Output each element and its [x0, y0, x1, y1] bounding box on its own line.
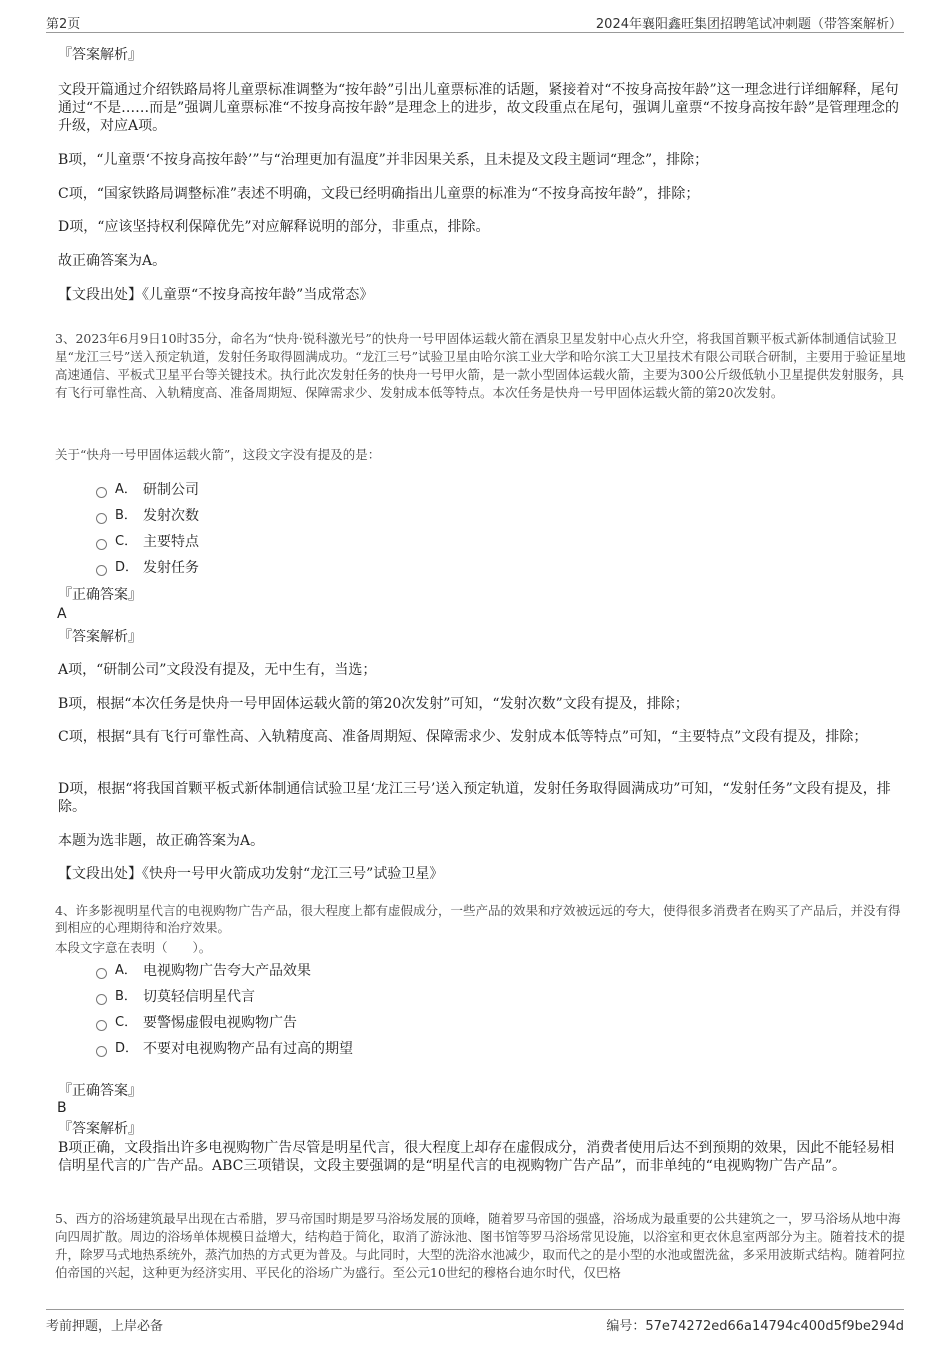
footer-slogan: 考前押题，上岸必备 — [46, 1319, 164, 1334]
q3-passage: 3、2023年6月9日10时35分，命名为“快舟·锐科激光号”的快舟一号甲固体运载火箭在酒泉卫星发射中心点火升空，将我国首颗平板式新体制通信试验卫星“龙江三号”送入预定轨道，发射任务取得圆满成功。“龙江三号”试验卫星由哈尔滨工业大学和哈尔滨工大卫星技术有限公司联合研制，主要用于验证星地高速通信、平板式卫星平台等关键技术。执行此次发射任务的快舟一号甲火箭，是一款小型固体运载火箭，主要为300公斤级低轨小卫星提供发射服务，具有飞行可靠性高、入轨精度高、准备周期短、保障需求少、发射成本低等特点。本次任务是快舟一号甲固体运载火箭的第20次发射。 — [55, 331, 906, 400]
q3-analysis-a: A项，“研制公司”文段没有提及，无中生有，当选； — [58, 662, 377, 678]
radio-icon[interactable] — [96, 513, 107, 524]
q3-analysis-label: 『答案解析』 — [58, 629, 142, 645]
option-text: 要警惕虚假电视购物广告 — [143, 1015, 297, 1031]
radio-icon[interactable] — [96, 1020, 107, 1031]
q3-answer: A — [57, 606, 67, 622]
q3-analysis-b: B项，根据“本次任务是快舟一号甲固体运载火箭的第20次发射”可知，“发射次数”文段有提及，排除； — [58, 696, 689, 712]
q4-option-b[interactable]: B． 切莫轻信明星代言 — [96, 988, 255, 1006]
q3-source: 【文段出处】《快舟一号甲火箭成功发射“龙江三号”试验卫星》 — [58, 866, 444, 882]
q4-question: 本段文字意在表明（ ）。 — [55, 940, 212, 955]
radio-icon[interactable] — [96, 1046, 107, 1057]
q2-source: 【文段出处】《儿童票“不按身高按年龄”当成常态》 — [58, 287, 374, 303]
document-code: 编号：57e74272ed66a14794c400d5f9be294d — [606, 1319, 904, 1334]
option-text: 切莫轻信明星代言 — [143, 989, 255, 1005]
q4-answer-label: 『正确答案』 — [58, 1083, 142, 1099]
document-title: 2024年襄阳鑫旺集团招聘笔试冲刺题（带答案解析） — [595, 17, 902, 32]
q5-passage: 5、西方的浴场建筑最早出现在古希腊，罗马帝国时期是罗马浴场发展的顶峰，随着罗马帝国的强盛，浴场成为最重要的公共建筑之一，罗马浴场从地中海向四周扩散。周边的浴场单体规模日益增大，结构趋于简化，取消了游泳池、图书馆等罗马浴场常见设施，以浴室和更衣休息室两部分为主。随着技术的提升，除罗马式地热系统外，蒸汽加热的方式更为普及。与此同时，大型的洗浴水池减少，取而代之的是小型的水池或盥洗盆，多采用波斯式结构。随着阿拉伯帝国的兴起，这种更为经济实用、平民化的浴场广为盛行。至公元10世纪的穆格台迪尔时代，仅巴格 — [55, 1211, 906, 1280]
q2-analysis-main: 文段开篇通过介绍铁路局将儿童票标准调整为“按年龄”引出儿童票标准的话题，紧接着对“不按身高按年龄”这一理念进行详细解释，尾句通过“不是……而是”强调儿童票标准“不按身高按年龄”是理念上的进步，故文段重点在尾句，强调儿童票“不按身高按年龄”是管理理念的升级，对应A项。 — [58, 82, 899, 134]
q3-option-b[interactable]: B． 发射次数 — [96, 507, 199, 525]
q2-conclusion: 故正确答案为A。 — [58, 253, 167, 269]
q3-question: 关于“快舟一号甲固体运载火箭”，这段文字没有提及的是： — [55, 447, 381, 462]
q3-conclusion: 本题为选非题，故正确答案为A。 — [58, 833, 265, 849]
q4-option-a[interactable]: A． 电视购物广告夸大产品效果 — [96, 962, 311, 980]
page-footer — [0, 1305, 950, 1345]
page-header — [0, 0, 950, 34]
q4-passage: 4、许多影视明星代言的电视购物广告产品，很大程度上都有虚假成分，一些产品的效果和疗效被远远的夸大，使得很多消费者在购买了产品后，并没有得到相应的心理期待和治疗效果。 — [55, 903, 901, 935]
option-text: 发射次数 — [143, 508, 199, 524]
option-text: 研制公司 — [143, 482, 199, 498]
radio-icon[interactable] — [96, 487, 107, 498]
page-number: 第2页 — [46, 17, 81, 32]
q3-analysis-d: D项，根据“将我国首颗平板式新体制通信试验卫星‘龙江三号’送入预定轨道，发射任务取得圆满成功”可知，“发射任务”文段有提及，排除。 — [58, 781, 891, 815]
radio-icon[interactable] — [96, 539, 107, 550]
option-text: 发射任务 — [143, 560, 199, 576]
radio-icon[interactable] — [96, 968, 107, 979]
q4-answer: B — [57, 1100, 67, 1116]
q3-option-d[interactable]: D． 发射任务 — [96, 559, 199, 577]
radio-icon[interactable] — [96, 565, 107, 576]
q2-analysis-label: 『答案解析』 — [58, 47, 142, 63]
header-divider — [46, 32, 904, 33]
option-text: 电视购物广告夸大产品效果 — [143, 963, 311, 979]
q4-analysis-label: 『答案解析』 — [58, 1121, 142, 1137]
radio-icon[interactable] — [96, 994, 107, 1005]
option-text: 主要特点 — [143, 534, 199, 550]
q3-option-c[interactable]: C． 主要特点 — [96, 533, 199, 551]
q4-analysis: B项正确，文段指出许多电视购物广告尽管是明星代言，很大程度上却存在虚假成分，消费者使用后达不到预期的效果，因此不能轻易相信明星代言的广告产品。ABC三项错误，文段主要强调的是“明星代言的电视购物广告产品”，而非单纯的“电视购物广告产品”。 — [58, 1140, 895, 1174]
q2-analysis-b: B项，“儿童票‘不按身高按年龄’”与“治理更加有温度”并非因果关系，且未提及文段主题词“理念”，排除； — [58, 152, 709, 168]
footer-divider — [46, 1309, 904, 1310]
q3-analysis-c: C项，根据“具有飞行可靠性高、入轨精度高、准备周期短、保障需求少、发射成本低等特点”可知，“主要特点”文段有提及，排除； — [58, 729, 868, 745]
option-text: 不要对电视购物产品有过高的期望 — [143, 1041, 353, 1057]
q3-answer-label: 『正确答案』 — [58, 587, 142, 603]
q3-option-a[interactable]: A． 研制公司 — [96, 481, 199, 499]
q2-analysis-d: D项，“应该坚持权利保障优先”对应解释说明的部分，非重点，排除。 — [58, 219, 490, 235]
q4-option-d[interactable]: D． 不要对电视购物产品有过高的期望 — [96, 1040, 353, 1058]
q4-option-c[interactable]: C． 要警惕虚假电视购物广告 — [96, 1014, 297, 1032]
q2-analysis-c: C项，“国家铁路局调整标准”表述不明确，文段已经明确指出儿童票的标准为“不按身高按年龄”，排除； — [58, 186, 700, 202]
